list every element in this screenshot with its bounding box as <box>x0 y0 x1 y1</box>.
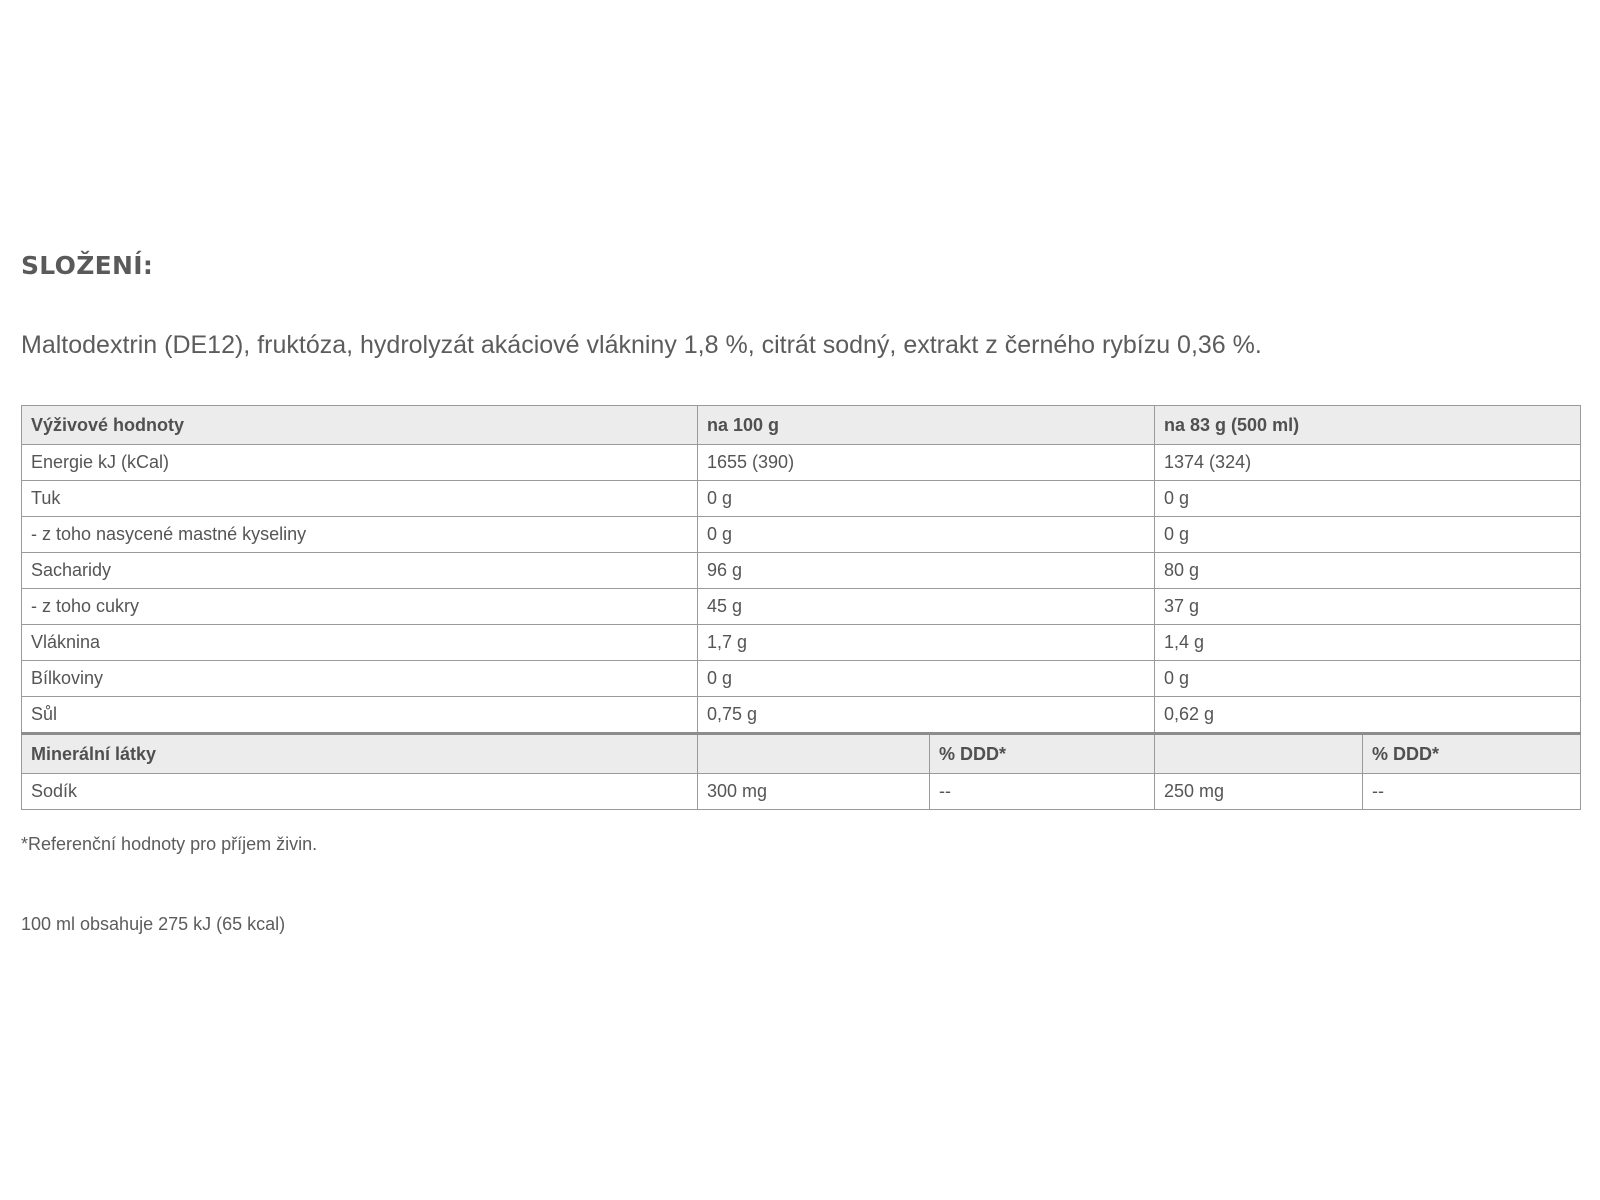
minerals-header-row <box>22 734 1581 774</box>
mineral-name: Sodík <box>22 774 698 810</box>
nutrient-per-serving: 0 g <box>1155 661 1581 697</box>
nutrient-per-100g: 0,75 g <box>698 697 1155 734</box>
nutrient-per-serving: 0,62 g <box>1155 697 1581 734</box>
nutrient-per-100g: 0 g <box>698 661 1155 697</box>
nutrient-per-serving: 37 g <box>1155 589 1581 625</box>
minerals-header-per-serving <box>1155 734 1363 774</box>
header-cell-per-serving: na 83 g (500 ml) <box>1155 406 1581 445</box>
composition-heading: SLOŽENÍ: <box>21 251 154 280</box>
minerals-header-ddd-100g: % DDD* <box>930 734 1155 774</box>
nutrient-name: Sůl <box>22 697 698 734</box>
nutrient-name: Bílkoviny <box>22 661 698 697</box>
minerals-header-per-100g <box>698 734 930 774</box>
header-cell-label: Výživové hodnoty <box>22 406 698 445</box>
energy-note: 100 ml obsahuje 275 kJ (65 kcal) <box>21 914 286 934</box>
nutrient-per-serving: 1,4 g <box>1155 625 1581 661</box>
table-row <box>22 697 1581 734</box>
nutrient-name: Vláknina <box>22 625 698 661</box>
nutrition-table <box>21 405 1581 810</box>
nutrient-per-100g: 0 g <box>698 481 1155 517</box>
table-row <box>22 661 1581 697</box>
table-row <box>22 589 1581 625</box>
minerals-header-label: Minerální látky <box>22 734 698 774</box>
nutrition-header-row <box>22 406 1581 445</box>
reference-footnote: *Referenční hodnoty pro příjem živin. <box>21 834 318 854</box>
table-row <box>22 625 1581 661</box>
nutrient-per-serving: 1374 (324) <box>1155 445 1581 481</box>
nutrient-name: Energie kJ (kCal) <box>22 445 698 481</box>
table-row <box>22 445 1581 481</box>
table-row <box>22 774 1581 810</box>
table-row <box>22 481 1581 517</box>
minerals-header-ddd-serving: % DDD* <box>1363 734 1581 774</box>
nutrient-name: Tuk <box>22 481 698 517</box>
nutrient-name: - z toho nasycené mastné kyseliny <box>22 517 698 553</box>
header-cell-per-100g: na 100 g <box>698 406 1155 445</box>
ingredients-text: Maltodextrin (DE12), fruktóza, hydrolyzát akáciové vlákniny 1,8 %, citrát sodný, extrakt z černého rybízu 0,36 %. <box>21 331 1262 359</box>
nutrient-per-100g: 1,7 g <box>698 625 1155 661</box>
nutrient-per-serving: 0 g <box>1155 517 1581 553</box>
nutrient-name: - z toho cukry <box>22 589 698 625</box>
nutrient-per-serving: 0 g <box>1155 481 1581 517</box>
nutrient-per-serving: 80 g <box>1155 553 1581 589</box>
nutrient-per-100g: 45 g <box>698 589 1155 625</box>
table-row <box>22 553 1581 589</box>
mineral-ddd-serving: -- <box>1363 774 1581 810</box>
nutrient-per-100g: 1655 (390) <box>698 445 1155 481</box>
nutrient-name: Sacharidy <box>22 553 698 589</box>
mineral-per-100g: 300 mg <box>698 774 930 810</box>
mineral-ddd-100g: -- <box>930 774 1155 810</box>
table-row <box>22 517 1581 553</box>
nutrient-per-100g: 0 g <box>698 517 1155 553</box>
nutrient-per-100g: 96 g <box>698 553 1155 589</box>
mineral-per-serving: 250 mg <box>1155 774 1363 810</box>
